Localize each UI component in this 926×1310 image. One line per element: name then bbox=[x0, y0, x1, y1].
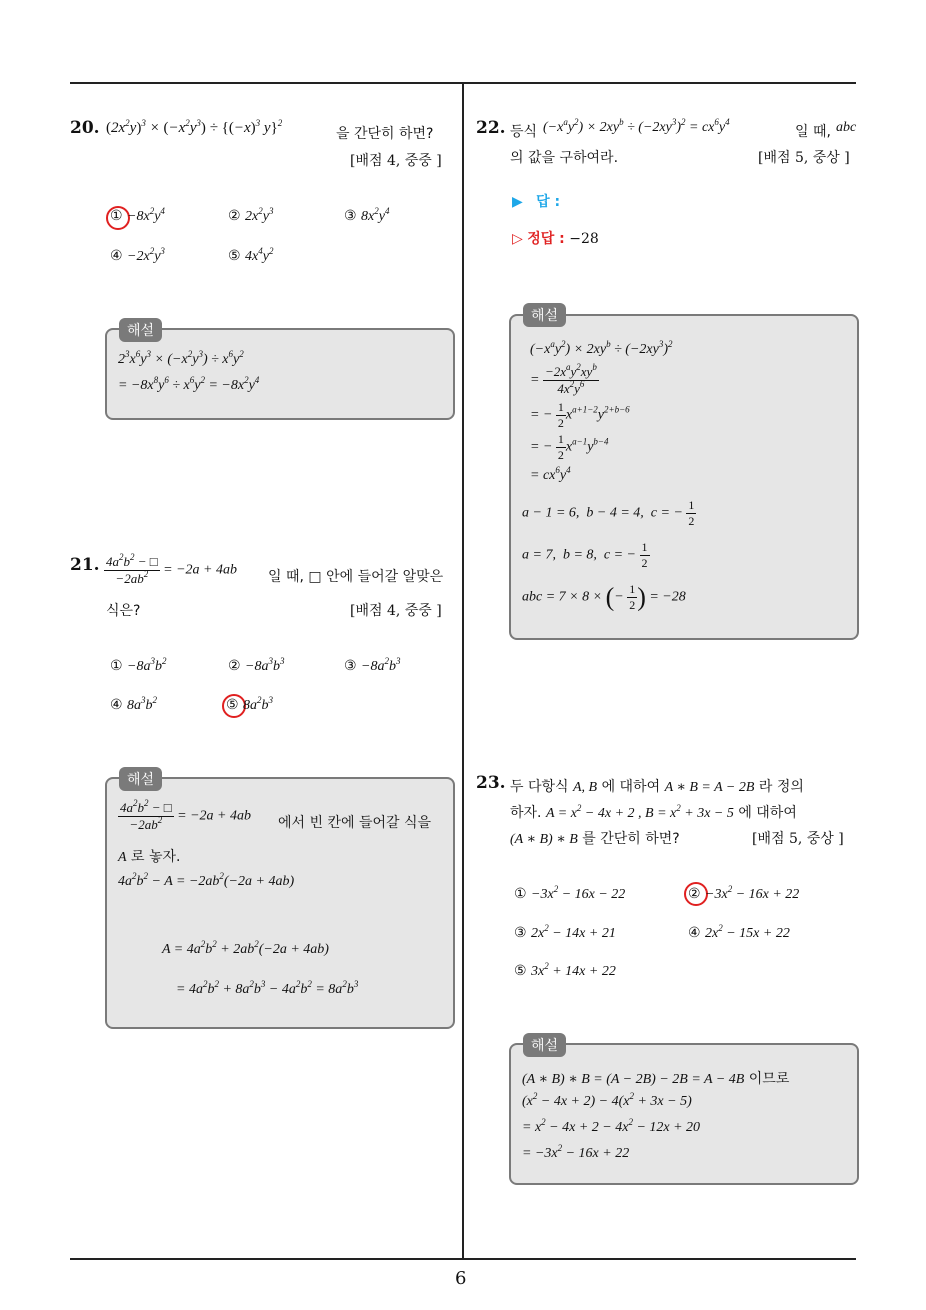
q23-explanation-line1: (A ∗ B) ∗ B = (A − 2B) − 2B = A − 4B 이므로 bbox=[522, 1071, 790, 1087]
q22-explanation-line1: $(-x^ay^2) \times 2xy^b \div (-2xy^3)^2$ bbox=[530, 339, 673, 357]
triangle-outline-icon: ▷ bbox=[512, 231, 523, 247]
q22-explanation-line3: = − $\frac{1}{2}$ $x^{a+1-2}y^{2+b-6}$ bbox=[530, 400, 630, 430]
q22-abc: abc bbox=[836, 120, 857, 135]
q22-correct-row: ▷ 정답 : −28 bbox=[512, 231, 599, 247]
q21-choice-5[interactable]: ⑤ $8a^2b^3$ bbox=[226, 695, 274, 713]
q21-explanation-line1: $\frac{4a^2b^2 - □}{-2ab^2}$ = −2a + 4ab bbox=[120, 798, 251, 832]
q23-explanation-line4: = $-3x^2 - 16x + 22$ bbox=[522, 1143, 630, 1161]
q23-explanation-box bbox=[509, 1043, 859, 1185]
q23-explanation-line3: = $x^2 - 4x + 2 - 4x^2 - 12x + 20$ bbox=[522, 1117, 701, 1135]
q22-points: [배점 5, 중상 ] bbox=[758, 150, 850, 166]
question-number-20: 20. bbox=[70, 118, 100, 138]
q22-explanation-tag: 해설 bbox=[523, 303, 566, 327]
play-icon: ▶ bbox=[512, 194, 523, 210]
q22-explanation-line2: = $\frac{-2x^ay^2xy^b}{4x^2y^6}$ bbox=[530, 362, 597, 396]
question-number-21: 21. bbox=[70, 555, 100, 575]
q21-explanation-line2: A 로 놓자. bbox=[118, 849, 181, 865]
q20-points: [배점 4, 중중 ] bbox=[350, 153, 442, 169]
q23-line3: (A ∗ B) ∗ B 를 간단히 하면? bbox=[510, 831, 680, 847]
q23-line2: 하자. $A = x^2 - 4x + 2$ , $B = x^2 + 3x - 5$ 에 대하여 bbox=[510, 803, 797, 821]
q23-explanation-line2: $(x^2 - 4x + 2) - 4(x^2 + 3x - 5)$ bbox=[522, 1091, 692, 1109]
q20-choice-4[interactable]: ④ $-2x^2y^3$ bbox=[110, 246, 165, 264]
q22-explanation-line4: = − $\frac{1}{2}$ $x^{a-1}y^{b-4}$ bbox=[530, 432, 609, 462]
q20-question-text: 을 간단히 하면? bbox=[336, 126, 434, 142]
q20-choice-3[interactable]: ③ $8x^2y^4$ bbox=[344, 206, 390, 224]
q21-explanation-line5: = $4a^2b^2 + 8a^2b^3 - 4a^2b^2 = 8a^2b^3$ bbox=[176, 979, 359, 997]
q21-choice-2[interactable]: ② $-8a^3b^3$ bbox=[228, 656, 285, 674]
q22-explanation-line5: = $cx^6y^4$ bbox=[530, 465, 571, 483]
q22-answer-row: ▶ 답 : bbox=[512, 194, 561, 210]
q23-choice-4[interactable]: ④ $2x^2 - 15x + 22$ bbox=[688, 923, 790, 941]
q23-explanation-tag: 해설 bbox=[523, 1033, 566, 1057]
q22-text-b: 의 값을 구하여라. bbox=[510, 150, 619, 166]
q22-explanation-line7: a = 7, b = 8, c = − $\frac{1}{2}$ bbox=[522, 540, 648, 570]
q21-question-text-a: 일 때, □ 안에 들어갈 알맞은 bbox=[268, 569, 444, 585]
q21-question-text-b: 식은? bbox=[106, 603, 141, 619]
q23-choice-5[interactable]: ⑤ $3x^2 + 14x + 22$ bbox=[514, 961, 616, 979]
q21-explanation-tag: 해설 bbox=[119, 767, 162, 791]
q20-explanation-tag: 해설 bbox=[119, 318, 162, 342]
q22-explanation-line6: a − 1 = 6, b − 4 = 4, c = − $\frac{1}{2}$ bbox=[522, 498, 695, 528]
q23-points: [배점 5, 중상 ] bbox=[752, 831, 844, 847]
question-number-22: 22. bbox=[476, 118, 506, 138]
q21-choice-4[interactable]: ④ $8a^3b^2$ bbox=[110, 695, 158, 713]
q20-expression: $(2x^2y)^3 \times (-x^2y^3) \div \{(-x)^3$ y}$^2$ bbox=[106, 118, 283, 136]
q20-explanation-line1: $2^3x^6y^3 \times (-x^2y^3) \div x^6y^2$ bbox=[118, 349, 244, 367]
q23-choice-3[interactable]: ③ $2x^2 - 14x + 21$ bbox=[514, 923, 616, 941]
q22-explanation-line8: abc = 7 × 8 × (− $\frac{1}{2}$ ) = −28 bbox=[522, 582, 686, 612]
q20-explanation-line2: = $-8x^8y^6 \div x^6y^2 = -8x^2y^4$ bbox=[118, 375, 260, 393]
q21-points: [배점 4, 중중 ] bbox=[350, 603, 442, 619]
q23-line1: 두 다항식 A, B 에 대하여 A ∗ B = A − 2B 라 정의 bbox=[510, 779, 804, 795]
q21-expression: $\frac{4a^2b^2 - □}{-2ab^2}$ = −2a + 4ab bbox=[106, 552, 237, 586]
column-divider bbox=[462, 84, 464, 1259]
q21-choice-3[interactable]: ③ $-8a^2b^3$ bbox=[344, 656, 401, 674]
q23-choice-1[interactable]: ① $-3x^2 - 16x - 22$ bbox=[514, 884, 626, 902]
q21-explanation-text1: 에서 빈 칸에 들어갈 식을 bbox=[278, 815, 432, 831]
question-number-23: 23. bbox=[476, 773, 506, 793]
q20-choice-5[interactable]: ⑤ $4x^4y^2$ bbox=[228, 246, 274, 264]
q21-choice-1[interactable]: ① $-8a^3b^2$ bbox=[110, 656, 167, 674]
q22-text-a: 일 때, bbox=[795, 124, 831, 140]
q21-explanation-line3: $4a^2b^2 - A = -2ab^2(-2a + 4ab)$ bbox=[118, 871, 295, 889]
q22-expression: $(-x^ay^2) \times 2xy^b \div (-2xy^3)^2 = cx^6y^4$ bbox=[543, 117, 730, 135]
q21-explanation-line4: $A = 4a^2b^2 + 2ab^2(-2a + 4ab)$ bbox=[162, 939, 329, 957]
bottom-rule bbox=[70, 1258, 856, 1260]
q20-choice-2[interactable]: ② $2x^2y^3$ bbox=[228, 206, 274, 224]
page-number: 6 bbox=[455, 1268, 467, 1289]
q22-prefix: 등식 bbox=[510, 124, 538, 140]
q20-choice-1[interactable]: ① $-8x^2y^4$ bbox=[110, 206, 165, 224]
q23-choice-2[interactable]: ② $-3x^2 - 16x + 22$ bbox=[688, 884, 800, 902]
